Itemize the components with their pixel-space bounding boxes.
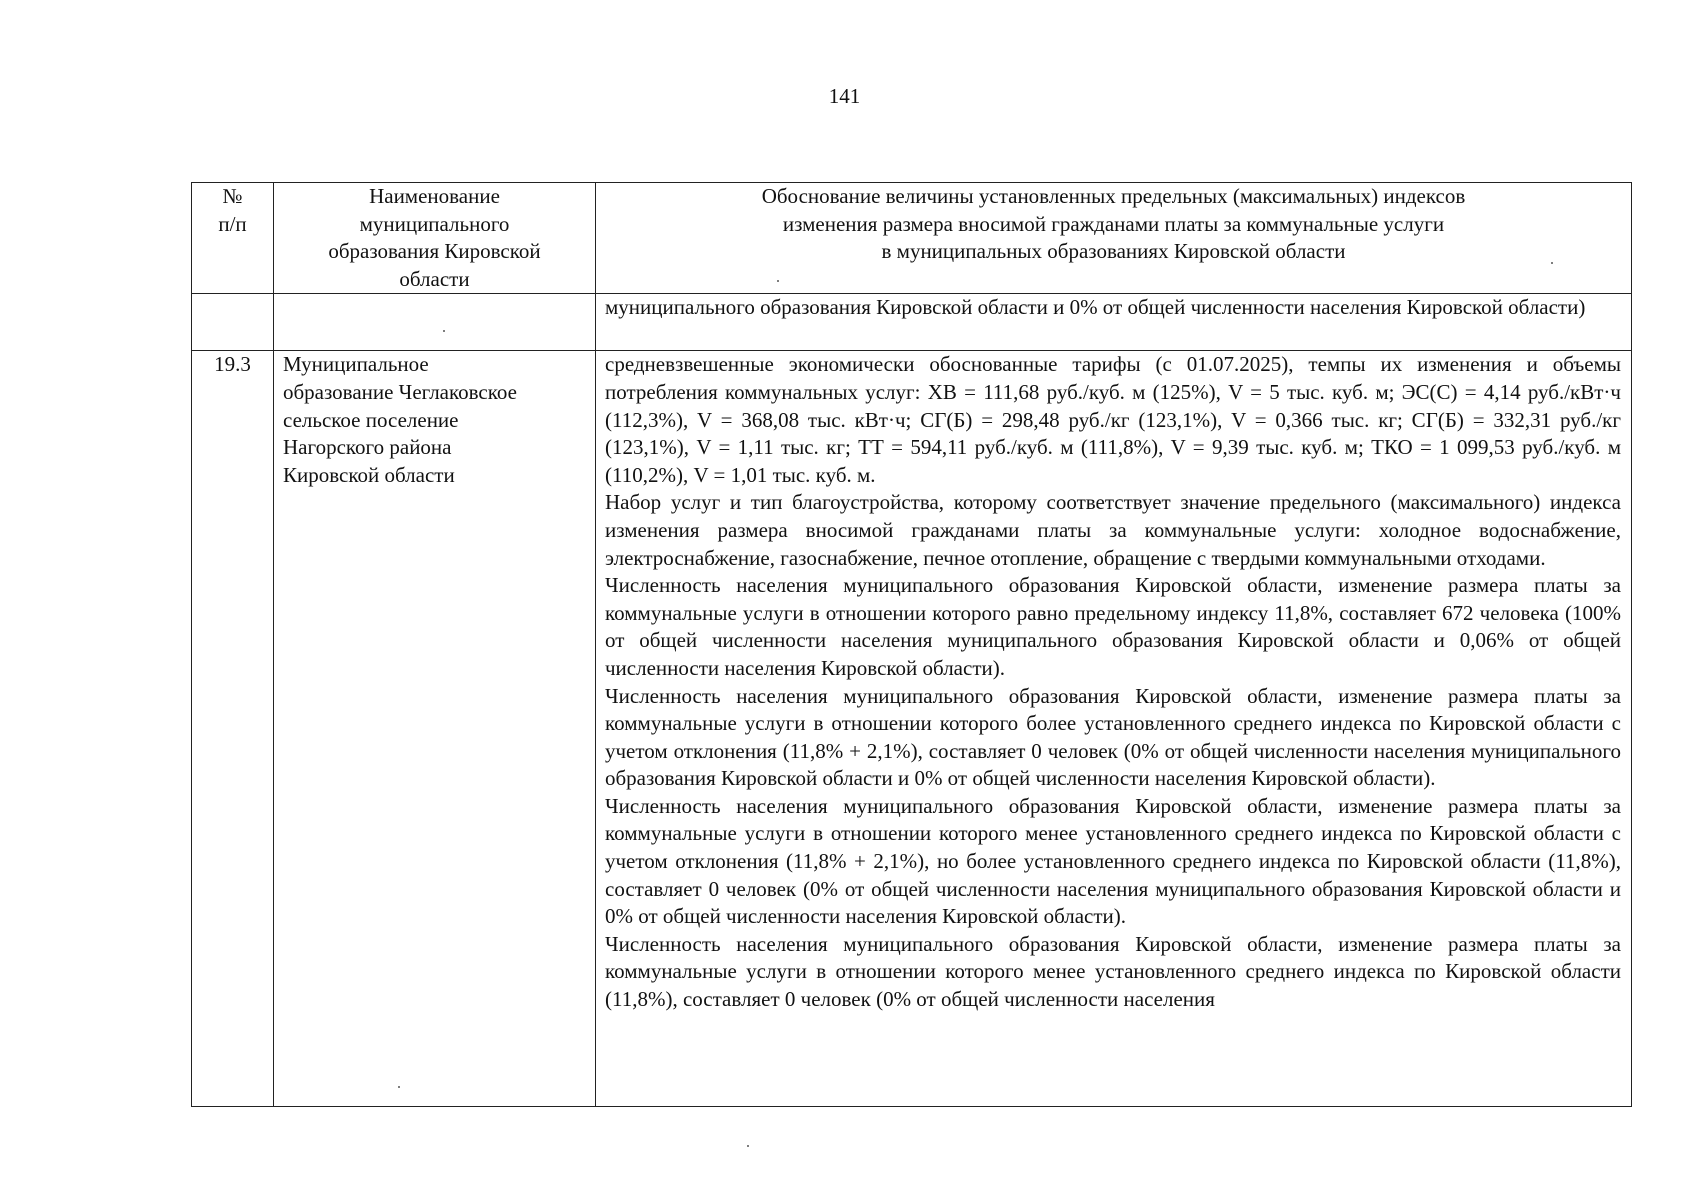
- population-below-index-paragraph: Численность населения муниципального образования Кировской области, изменение размера платы за коммунальные услуги в отношении которого менее установленного среднего индекса по Кировской области (11,8%), составляет 0 человек (0% от общей численности населения: [605, 931, 1621, 1012]
- municipality-name-line: Нагорского района: [283, 435, 452, 460]
- scan-speck: [777, 280, 779, 282]
- population-equal-index-paragraph: Численность населения муниципального образования Кировской области, изменение размера платы за коммунальные услуги в отношении которого равно предельному индексу 11,8%, составляет 672 человека (100% от общей численности населения муниципального образования Кировской области и 0,06% от общей численности населения Кировской области).: [605, 573, 1621, 680]
- population-above-index-paragraph: Численность населения муниципального образования Кировской области, изменение размера платы за коммунальные услуги в отношении которого более установленного среднего индекса по Кировской области с учетом отклонения (11,8% + 2,1%), составляет 0 человек (0% от общей численности населения муниципального образования Кировской области и 0% от общей численности населения Кировской области).: [605, 683, 1621, 791]
- tariffs-paragraph: средневзвешенные экономически обоснованные тарифы (с 01.07.2025), темпы их изменения и объемы потребления коммунальных услуг: ХВ = 111,68 руб./куб. м (125%), V = 5 тыс. куб. м; ЭС(С) = 4,14 руб./кВт·ч (112,3%), V = 368,08 тыс. кВт·ч; СГ(Б) = 298,48 руб./кг (123,1%), V = 0,366 тыс. кг; СГ(Б) = 332,31 руб./кг (123,1%), V = 1,11 тыс. кг; ТТ = 594,11 руб./куб. м (111,8%), V = 9,39 тыс. куб. м; ТКО = 1 099,53 руб./куб. м (110,2%), V = 1,01 тыс. куб. м.: [605, 352, 1621, 487]
- municipality-name-cell: [274, 351, 596, 1107]
- page-number: 141: [828, 84, 861, 108]
- scan-speck: [443, 330, 445, 332]
- services-set-paragraph: Набор услуг и тип благоустройства, которому соответствует значение предельного (максимального) индекса изменения размера вносимой гражданами платы за коммунальные услуги: холодное водоснабжение, электроснабжение, газоснабжение, печное отопление, обращение с твердыми коммунальными отходами.: [605, 490, 1621, 570]
- municipality-name-line: сельское поселение: [283, 407, 459, 432]
- tariff-justification-table: [191, 182, 1632, 1107]
- row-number-cell: 19.3: [192, 351, 274, 1107]
- municipality-name-line: Кировской области: [283, 462, 455, 487]
- header-justification: [596, 183, 1632, 294]
- header-name-line: образования Кировской: [328, 239, 541, 264]
- header-name-line: Наименование: [369, 184, 500, 208]
- header-justification-line: Обоснование величины установленных предельных (максимальных) индексов: [761, 184, 1466, 208]
- justification-cell: [596, 351, 1632, 1107]
- header-name-line: области: [399, 266, 470, 291]
- scan-speck: [398, 1086, 400, 1088]
- header-number: [192, 183, 274, 294]
- header-municipality-name: [274, 183, 596, 294]
- table-header-row: [192, 183, 1632, 294]
- scan-speck: [747, 1145, 749, 1147]
- continuation-paragraph: муниципального образования Кировской области и 0% от общей численности населения Кировской области): [605, 295, 1586, 320]
- header-justification-line: в муниципальных образованиях Кировской области: [881, 239, 1346, 264]
- table-row: [192, 351, 1632, 1107]
- header-name-line: муниципального: [359, 211, 510, 236]
- municipality-name-line: Муниципальное: [283, 352, 429, 377]
- continuation-number-cell: [192, 294, 274, 351]
- continuation-row: [192, 294, 1632, 351]
- municipality-name-line: образование Чеглаковское: [283, 379, 517, 404]
- continuation-name-cell: [274, 294, 596, 351]
- continuation-text-cell: [596, 294, 1632, 351]
- header-number-line: №: [222, 184, 243, 208]
- population-between-index-paragraph: Численность населения муниципального образования Кировской области, изменение размера платы за коммунальные услуги в отношении которого менее установленного среднего индекса по Кировской области с учетом отклонения (11,8% + 2,1%), но более установленного среднего индекса по Кировской области (11,8%), составляет 0 человек (0% от общей численности населения муниципального образования Кировской области и 0% от общей численности населения Кировской области).: [605, 793, 1621, 929]
- header-justification-line: изменения размера вносимой гражданами платы за коммунальные услуги: [782, 211, 1445, 236]
- scan-speck: [1551, 262, 1553, 264]
- header-number-line: п/п: [218, 211, 247, 236]
